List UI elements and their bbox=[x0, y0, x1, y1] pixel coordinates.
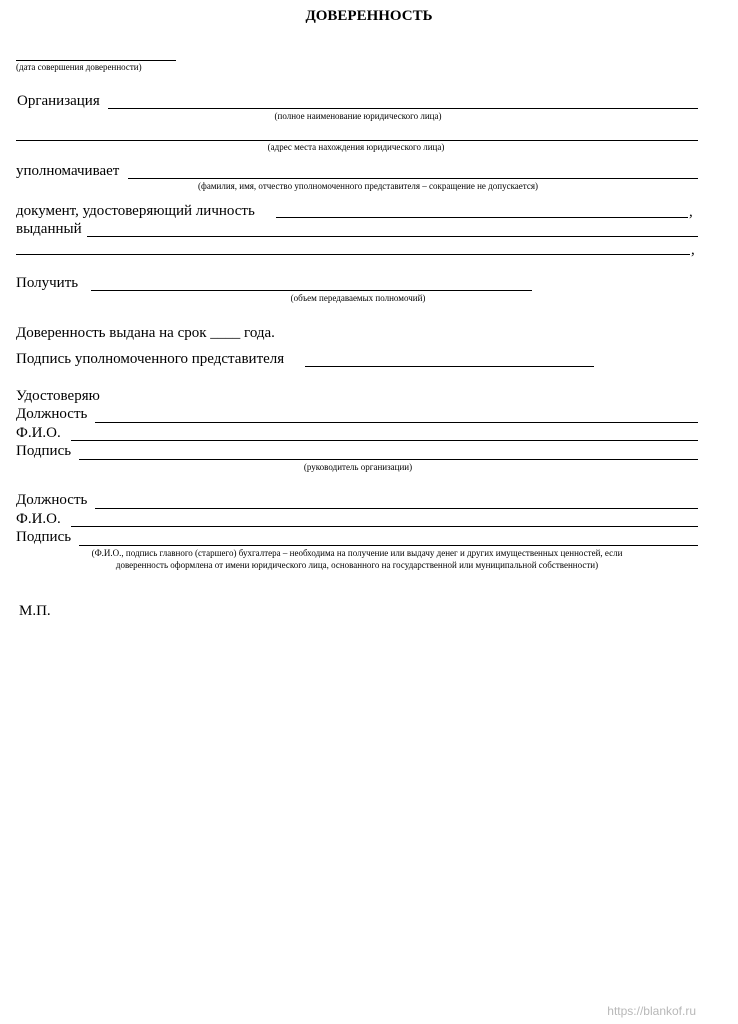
receive-label: Получить bbox=[16, 275, 79, 291]
accountant-signature-line[interactable] bbox=[79, 545, 698, 546]
head-position-label: Должность bbox=[16, 406, 88, 422]
receive-powers-caption: (объем передаваемых полномочий) bbox=[290, 293, 426, 303]
identity-comma: , bbox=[689, 204, 693, 220]
authorizes-label: уполномачивает bbox=[16, 163, 120, 179]
head-fio-line[interactable] bbox=[71, 440, 698, 441]
head-signature-caption: (руководитель организации) bbox=[303, 462, 413, 472]
accountant-fio-line[interactable] bbox=[71, 526, 698, 527]
issued-by-line-2[interactable] bbox=[16, 254, 690, 255]
head-fio-label: Ф.И.О. bbox=[16, 425, 61, 441]
representative-signature-line[interactable] bbox=[305, 366, 594, 367]
organization-address-caption: (адрес места нахождения юридического лица) bbox=[267, 142, 445, 152]
organization-label: Организация bbox=[17, 93, 100, 109]
accountant-caption-line-2: доверенность оформлена от имени юридического лица, основанного на государственной или муниципальной собственности) bbox=[115, 560, 599, 570]
head-position-line[interactable] bbox=[95, 422, 698, 423]
representative-signature-label: Подпись уполномоченного представителя bbox=[16, 351, 285, 367]
head-signature-line[interactable] bbox=[79, 459, 698, 460]
identity-document-line[interactable] bbox=[276, 217, 688, 218]
representative-name-line[interactable] bbox=[128, 178, 698, 179]
organization-address-line[interactable] bbox=[16, 140, 698, 141]
accountant-position-label: Должность bbox=[16, 492, 88, 508]
representative-name-caption: (фамилия, имя, отчество уполномоченного представителя – сокращение не допускается) bbox=[198, 181, 538, 191]
issued-by-line[interactable] bbox=[87, 236, 698, 237]
receive-powers-line[interactable] bbox=[91, 290, 532, 291]
stamp-place-label: М.П. bbox=[19, 603, 51, 619]
organization-name-caption: (полное наименование юридического лица) bbox=[274, 111, 442, 121]
organization-name-line[interactable] bbox=[108, 108, 698, 109]
accountant-caption-line-1: (Ф.И.О., подпись главного (старшего) бухгалтера – необходима на получение или выдачу денег и других имущественных ценностей, если bbox=[91, 548, 623, 558]
watermark-url: https://blankof.ru bbox=[607, 1004, 696, 1018]
head-signature-label: Подпись bbox=[16, 443, 72, 459]
issued-comma: , bbox=[691, 242, 695, 258]
term-text: Доверенность выдана на срок ____ года. bbox=[16, 325, 275, 341]
document-title: ДОВЕРЕННОСТЬ bbox=[305, 8, 433, 24]
accountant-fio-label: Ф.И.О. bbox=[16, 511, 61, 527]
issued-by-label: выданный bbox=[16, 221, 82, 237]
accountant-signature-label: Подпись bbox=[16, 529, 72, 545]
accountant-position-line[interactable] bbox=[95, 508, 698, 509]
identity-document-label: документ, удостоверяющий личность bbox=[16, 203, 255, 219]
certify-label: Удостоверяю bbox=[16, 388, 100, 404]
date-line[interactable] bbox=[16, 60, 176, 61]
date-caption: (дата совершения доверенности) bbox=[16, 62, 142, 72]
